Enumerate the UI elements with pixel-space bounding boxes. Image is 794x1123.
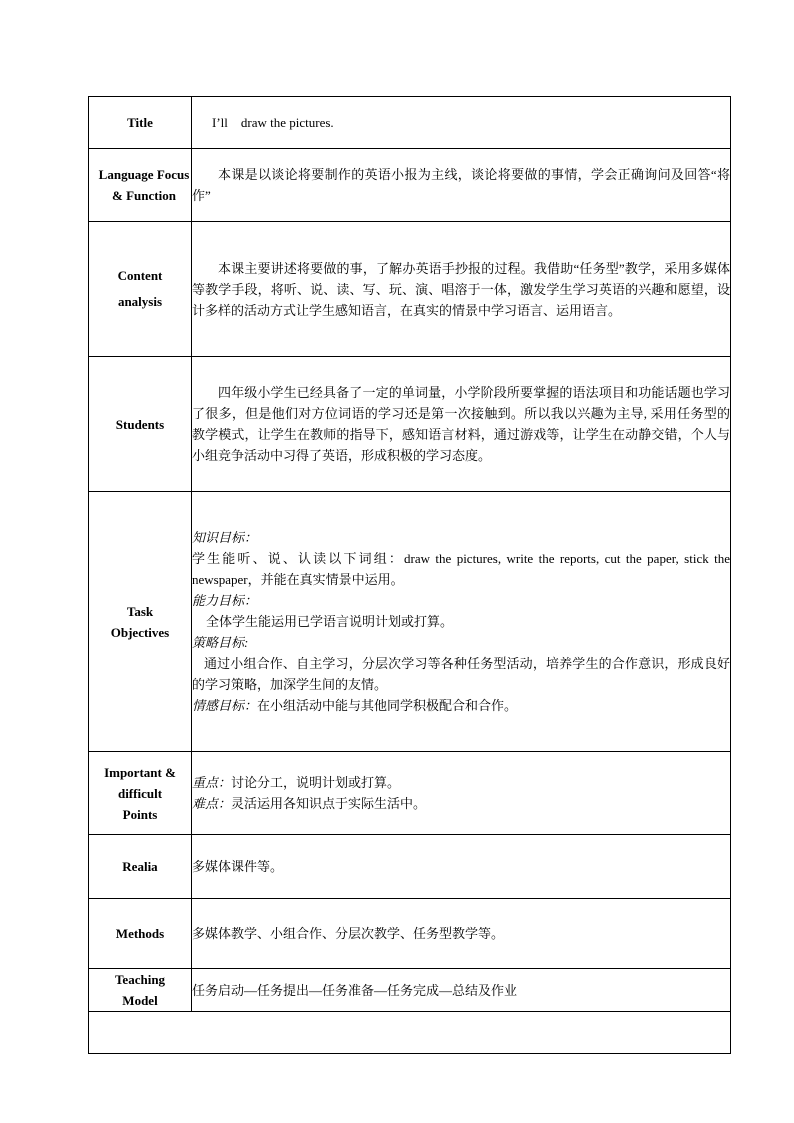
label-language-focus-text: Language Focus & Function (98, 167, 190, 203)
label-realia: Realia (89, 835, 192, 899)
label-difficult: difficult (117, 785, 163, 801)
cell-teaching-model (192, 969, 731, 1012)
emotion-line (192, 695, 730, 716)
strategy-text: 通过小组合作、自主学习，分层次学习等各种任务型活动，培养学生的合作意识，形成良好的学习策略，加深学生间的友情。 (192, 656, 730, 692)
row-task-objectives (89, 492, 731, 752)
students-text: 四年级小学生已经具备了一定的单词量，小学阶段所要掌握的语法项目和功能话题也学习了很多，但是他们对方位词语的学习还是第一次接触到。所以我以兴趣为主导, 采用任务型的教学模式，让学生在教师的指导下，感知语言材料，通过游戏等，让学生在动静交错，个人与小组竞争活动中习得了英语，形成积极的学习态度。 (192, 385, 730, 463)
key-point-line (192, 772, 730, 793)
row-realia (89, 835, 731, 899)
language-focus-text: 本课是以谈论将要制作的英语小报为主线，谈论将要做的事情，学会正确询问及回答“将作” (192, 167, 730, 203)
row-students (89, 357, 731, 492)
label-methods: Methods (89, 899, 192, 969)
label-task-objectives (89, 492, 192, 752)
strategy-heading: 策略目标: (192, 635, 249, 650)
label-task: Task (126, 603, 154, 619)
ability-text: 全体学生能运用已学语言说明计划或打算。 (206, 614, 454, 629)
difficult-point-line (192, 793, 730, 814)
lesson-title: I’ll draw the pictures. (212, 115, 334, 130)
label-objectives: Objectives (110, 624, 170, 640)
cell-title (192, 97, 731, 149)
row-methods (89, 899, 731, 969)
label-model: Model (122, 993, 158, 1008)
label-teaching: Teaching (114, 972, 166, 987)
emotion-heading: 情感目标： (192, 698, 258, 713)
cell-important-points (192, 752, 731, 835)
realia-text: 多媒体课件等。 (192, 859, 284, 874)
methods-text: 多媒体教学、小组合作、分层次教学、任务型教学等。 (192, 926, 505, 941)
label-language-focus (89, 149, 192, 222)
row-language-focus (89, 149, 731, 222)
content-analysis-text: 本课主要讲述将要做的事，了解办英语手抄报的过程。我借助“任务型”教学，采用多媒体等教学手段，将听、说、读、写、玩、演、唱溶于一体，激发学生学习英语的兴趣和愿望，设计多样的活动方式让学生感知语言，在真实的情景中学习语言、运用语言。 (192, 260, 730, 318)
cell-content-analysis (192, 222, 731, 357)
cell-students (192, 357, 731, 492)
label-important-points (89, 752, 192, 835)
row-empty (89, 1012, 731, 1054)
label-content-analysis (89, 222, 192, 357)
label-teaching-model (89, 969, 192, 1012)
knowledge-text: 学生能听、说、认读以下词组：draw the pictures, write the reports, cut the paper, stick the newspaper，并能在真实情景中运用。 (192, 551, 730, 587)
row-teaching-model (89, 969, 731, 1012)
cell-methods (192, 899, 731, 969)
teaching-model-text: 任务启动—任务提出—任务准备—任务完成—总结及作业 (192, 982, 518, 998)
label-points: Points (122, 806, 158, 822)
lesson-plan-table (88, 96, 731, 1054)
knowledge-heading: 知识目标： (192, 530, 258, 545)
emotion-text: 在小组活动中能与其他同学积极配合和合作。 (257, 698, 518, 713)
label-title: Title (89, 97, 192, 149)
difficult-point-text: 灵活运用各知识点于实际生活中。 (231, 796, 427, 811)
label-students: Students (89, 357, 192, 492)
row-title (89, 97, 731, 149)
cell-empty (89, 1012, 731, 1054)
difficult-point-heading: 难点： (192, 796, 232, 811)
cell-realia (192, 835, 731, 899)
label-content: Content (117, 268, 163, 283)
label-important: Important & (104, 764, 176, 780)
cell-task-objectives (192, 492, 731, 752)
cell-language-focus (192, 149, 731, 222)
row-important-points (89, 752, 731, 835)
key-point-heading: 重点： (192, 775, 232, 790)
row-content-analysis (89, 222, 731, 357)
ability-heading: 能力目标： (192, 593, 258, 608)
label-analysis: analysis (117, 294, 163, 309)
key-point-text: 讨论分工，说明计划或打算。 (231, 775, 401, 790)
